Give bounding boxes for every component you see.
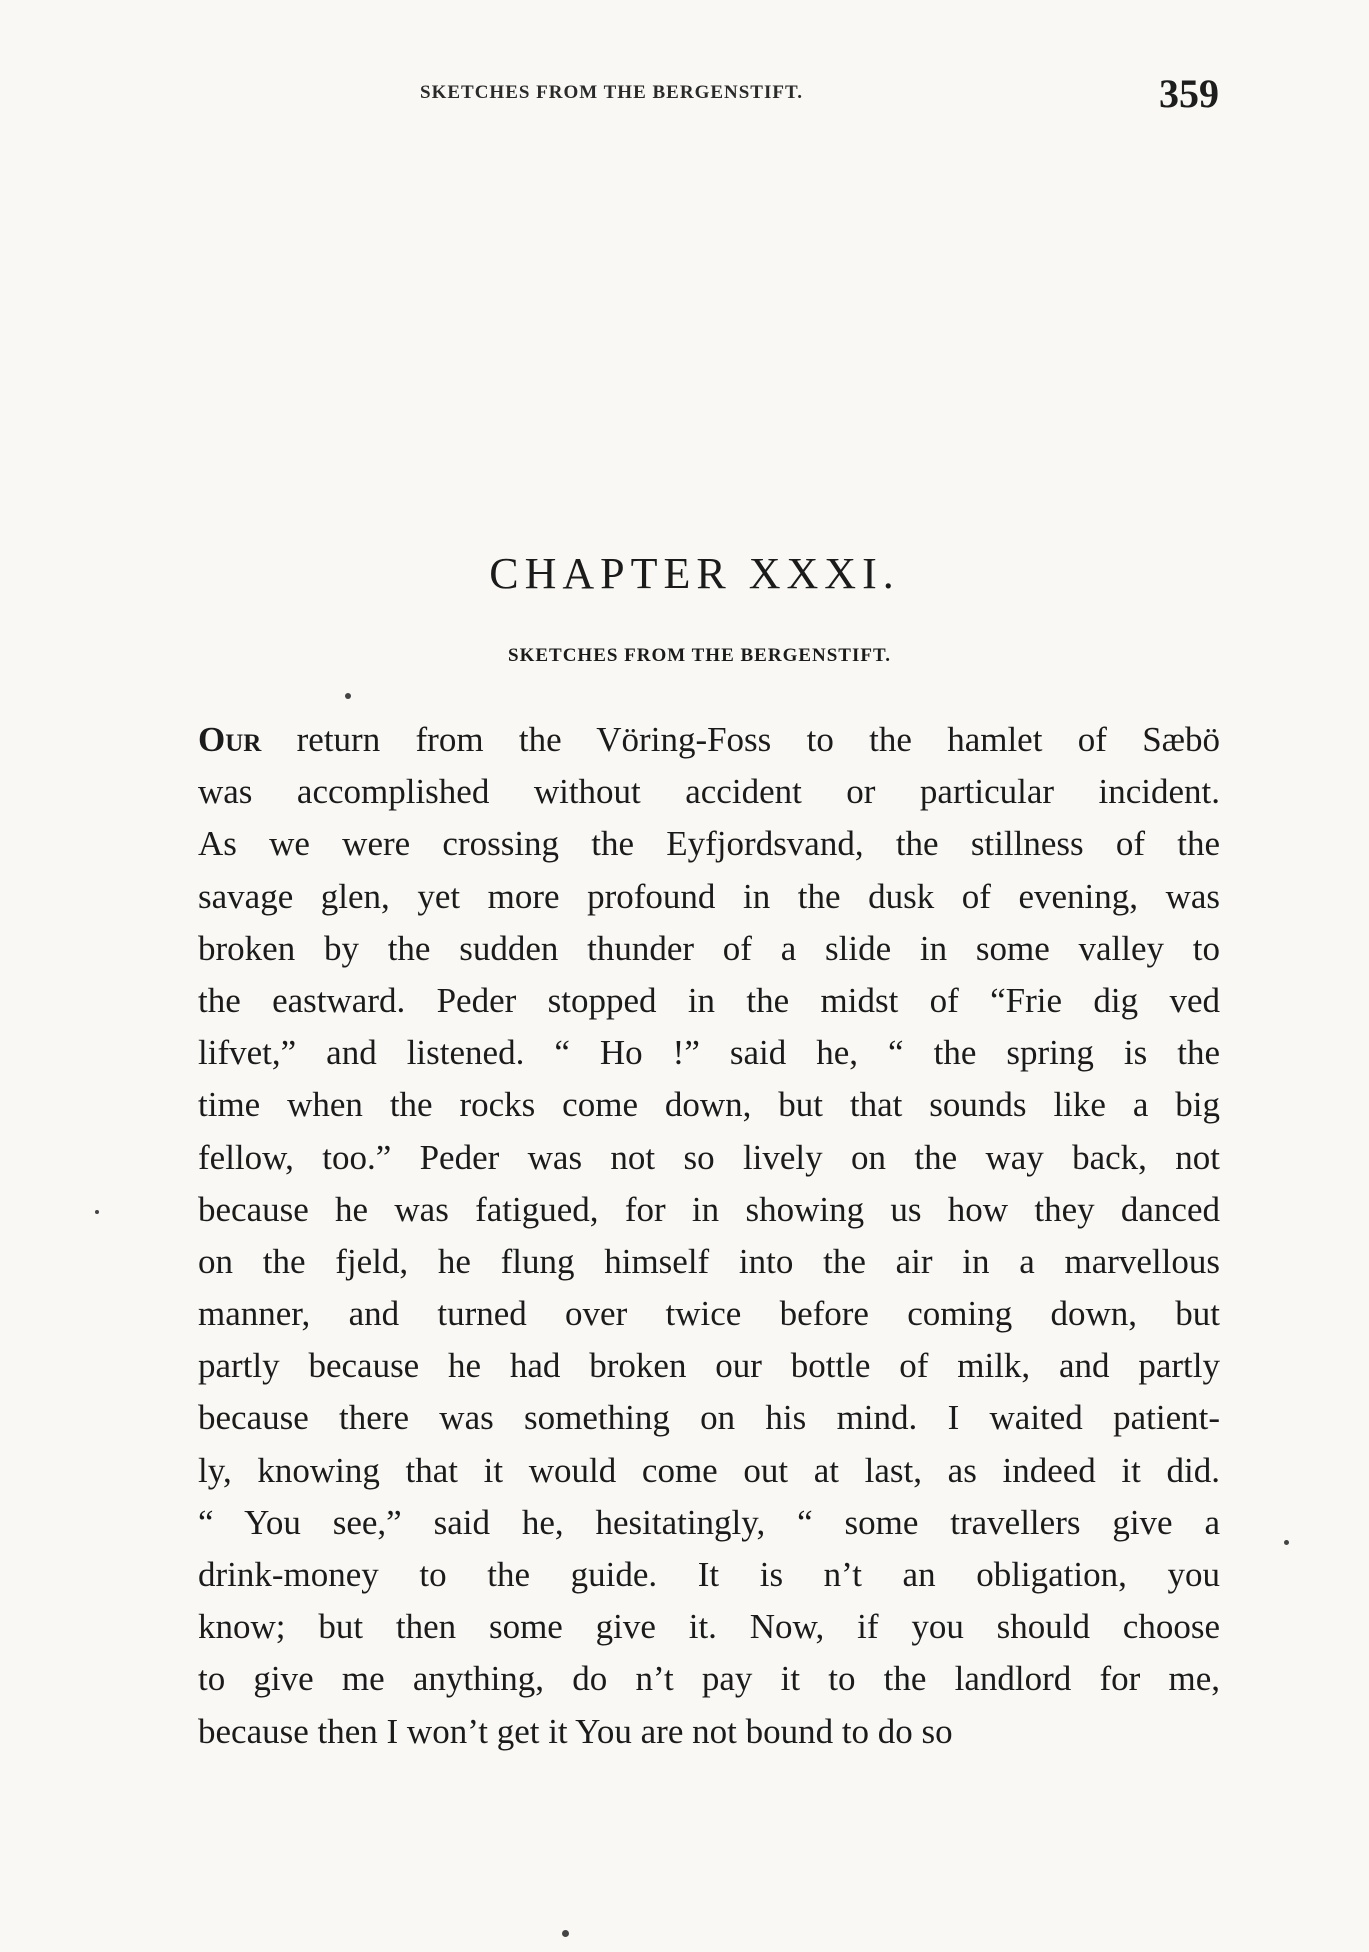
text-line: “ You see,” said he, hesitatingly, “ some travellers give a (198, 1502, 1220, 1542)
text-line: on the fjeld, he flung himself into the air in a marvellous (198, 1241, 1220, 1281)
text-line: drink-money to the guide. It is n’t an obligation, you (198, 1555, 1220, 1594)
text-line: As we were crossing the Eyfjordsvand, the stillness of the (198, 824, 1220, 864)
text-line (198, 714, 1220, 766)
body-text (198, 714, 1220, 1758)
text-line: lifvet,” and listened. “ Ho !” said he, “ the spring is the (198, 1033, 1220, 1073)
text-line: was accomplished without accident or particular incident. (198, 772, 1220, 812)
opening-small-caps: Our (198, 720, 262, 759)
chapter-subtitle: SKETCHES FROM THE BERGENSTIFT. (508, 645, 891, 666)
text-line: savage glen, yet more profound in the dusk of evening, was (198, 876, 1220, 916)
text-line: because there was something on his mind. I waited patient- (198, 1398, 1220, 1438)
print-speck (1284, 1540, 1289, 1545)
text-line: because he was fatigued, for in showing us how they danced (198, 1189, 1220, 1229)
text-line: broken by the sudden thunder of a slide in some valley to (198, 928, 1220, 968)
text-line: fellow, too.” Peder was not so lively on the way back, not (198, 1137, 1220, 1177)
page-number: 359 (1159, 71, 1219, 116)
print-speck (95, 1210, 99, 1214)
text-line: time when the rocks come down, but that sounds like a big (198, 1085, 1220, 1125)
text-line: because then I won’t get it You are not bound to do so (198, 1711, 953, 1751)
text-line: know; but then some give it. Now, if you should choose (198, 1607, 1220, 1647)
text-line: manner, and turned over twice before coming down, but (198, 1294, 1220, 1334)
text-line-content: return from the Vöring-Foss to the hamlet of Sæbö (261, 720, 1220, 759)
text-line: the eastward. Peder stopped in the midst of “Frie dig ved (198, 980, 1220, 1020)
print-speck (345, 693, 351, 699)
text-line: to give me anything, do n’t pay it to the landlord for me, (198, 1659, 1220, 1699)
running-head: SKETCHES FROM THE BERGENSTIFT. (420, 82, 803, 103)
chapter-title: CHAPTER XXXI. (489, 549, 900, 598)
print-speck (562, 1930, 569, 1937)
text-line: partly because he had broken our bottle of milk, and partly (198, 1346, 1220, 1386)
text-line: ly, knowing that it would come out at last, as indeed it did. (198, 1450, 1220, 1490)
